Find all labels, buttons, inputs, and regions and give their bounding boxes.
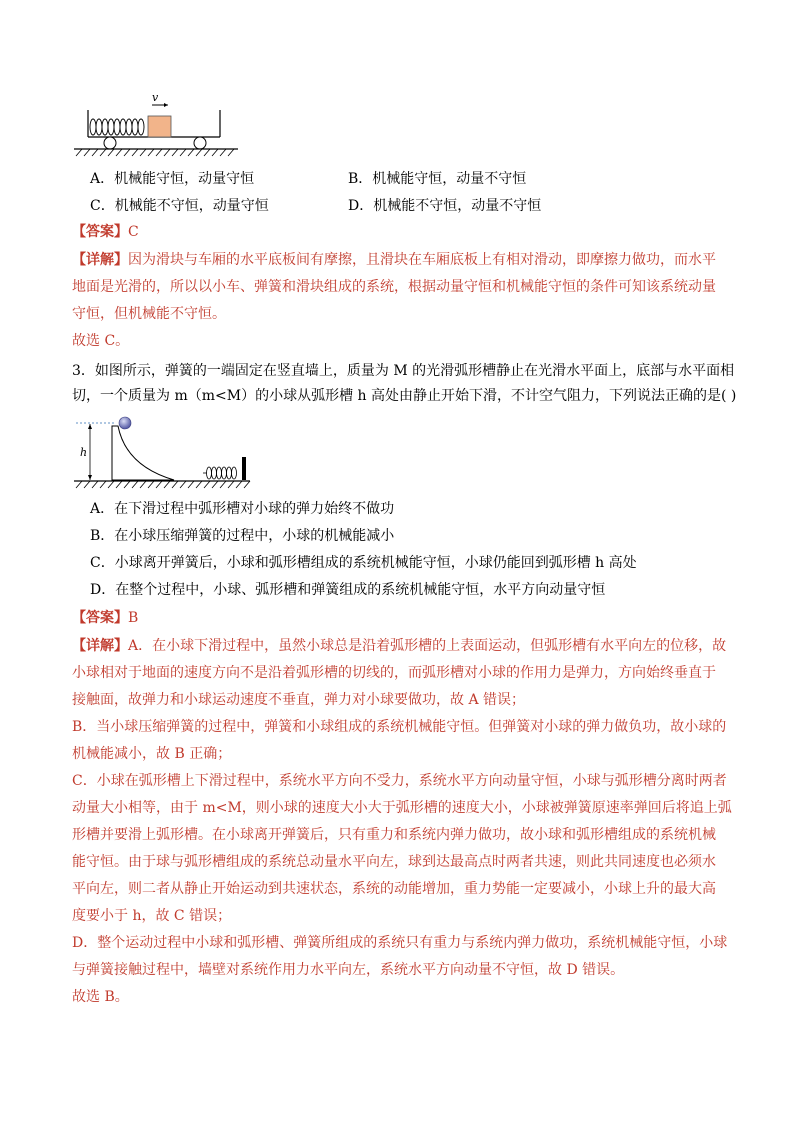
q3-option-a: A．在下滑过程中弧形槽对小球的弹力始终不做功 xyxy=(90,501,395,517)
q3-detail-line: C．小球在弧形槽上下滑过程中，系统水平方向不受力，系统水平方向动量守恒，小球与弧形槽分离时两者 xyxy=(72,773,727,789)
q3-detail-line: 小球相对于地面的速度方向不是沿着弧形槽的切线的，而弧形槽对小球的作用力是弹力，方向始终垂直于 xyxy=(72,665,716,681)
answer-tag: 【答案】 xyxy=(72,610,128,626)
q3-option-d: D．在整个过程中，小球、弧形槽和弹簧组成的系统机械能守恒，水平方向动量守恒 xyxy=(90,582,606,598)
answer-tag: 【答案】 xyxy=(72,224,128,240)
height-label: h xyxy=(80,446,88,459)
q2-option-a: A．机械能守恒，动量守恒 xyxy=(90,171,255,187)
q2-option-c: C．机械能不守恒，动量守恒 xyxy=(90,198,269,214)
wall xyxy=(242,457,246,480)
q3-detail-line: 接触面，故弹力和小球运动速度不垂直，弹力对小球要做功，故 A 错误； xyxy=(72,692,526,708)
arc-slot xyxy=(112,426,174,480)
q2-answer xyxy=(72,222,139,242)
q3-detail-line: 平向左，则二者从静止开始运动到共速状态，系统的动能增加，重力势能一定要减小，小球上升的最大高 xyxy=(72,881,716,897)
q3-answer xyxy=(72,608,138,628)
detail-tag: 【详解】 xyxy=(72,638,128,654)
q3-option-b: B．在小球压缩弹簧的过程中，小球的机械能减小 xyxy=(90,528,395,544)
q3-detail-line: 能守恒。由于球与弧形槽组成的系统总动量水平向左，球到达最高点时两者共速，则此共同速度也必须水 xyxy=(72,854,716,870)
slider-block xyxy=(148,116,171,137)
q3-detail-line: D．整个运动过程中小球和弧形槽、弹簧所组成的系统只有重力与系统内弹力做功，系统机械能守恒，小球 xyxy=(72,935,728,951)
q3-detail-line: 与弹簧接触过程中，墙壁对系统作用力水平向左，系统水平方向动量不守恒，故 D 错误。 xyxy=(72,962,625,978)
q2-detail-line: 【详解】因为滑块与车厢的水平底板间有摩擦，且滑块在车厢底板上有相对滑动，即摩擦力做功，而水平 xyxy=(72,252,716,268)
q3-detail-line: 机械能减小，故 B 正确； xyxy=(72,746,232,762)
answer-value: C xyxy=(128,224,139,240)
ball xyxy=(119,417,131,429)
cart-spring-figure xyxy=(72,90,242,162)
q3-detail-line: B．当小球压缩弹簧的过程中，弹簧和小球组成的系统机械能守恒。但弹簧对小球的弹力做负功，故小球的 xyxy=(72,719,727,735)
q3-detail-line: 【详解】A．在小球下滑过程中，虽然小球总是沿着弧形槽的上表面运动，但弧形槽有水平向左的位移，故 xyxy=(72,638,727,654)
q3-stem-line: 切，一个质量为 m（m<M）的小球从弧形槽 h 高处由静止开始下滑，不计空气阻力，下列说法正确的是( ) xyxy=(72,388,737,404)
detail-tag: 【详解】 xyxy=(72,252,128,268)
q3-detail-line: 动量大小相等，由于 m<M，则小球的速度大小大于弧形槽的速度大小，小球被弹簧原速率弹回后将追上弧 xyxy=(72,800,732,816)
q3-detail-line: 度要小于 h，故 C 错误； xyxy=(72,908,232,924)
q3-stem-line: 3．如图所示，弹簧的一端固定在竖直墙上，质量为 M 的光滑弧形槽静止在光滑水平面上，底部与水平面相 xyxy=(72,363,735,379)
q2-conclusion: 故选 C。 xyxy=(72,333,130,349)
q3-detail-line: 形槽并要滑上弧形槽。在小球离开弹簧后，只有重力和系统内弹力做功，故小球和弧形槽组成的系统机械 xyxy=(72,827,716,843)
arc-slot-figure xyxy=(72,412,252,494)
q2-detail-line: 地面是光滑的，所以以小车、弹簧和滑块组成的系统，根据动量守恒和机械能守恒的条件可知该系统动量 xyxy=(72,279,716,295)
q2-option-d: D．机械能不守恒，动量不守恒 xyxy=(348,198,542,214)
q3-conclusion: 故选 B。 xyxy=(72,989,129,1005)
q3-option-c: C．小球离开弹簧后，小球和弧形槽组成的系统机械能守恒，小球仍能回到弧形槽 h 高处 xyxy=(90,555,637,571)
velocity-label: v xyxy=(152,91,159,104)
q2-option-b: B．机械能守恒，动量不守恒 xyxy=(348,171,527,187)
q2-detail-line: 守恒，但机械能不守恒。 xyxy=(72,306,226,322)
answer-value: B xyxy=(128,610,139,626)
